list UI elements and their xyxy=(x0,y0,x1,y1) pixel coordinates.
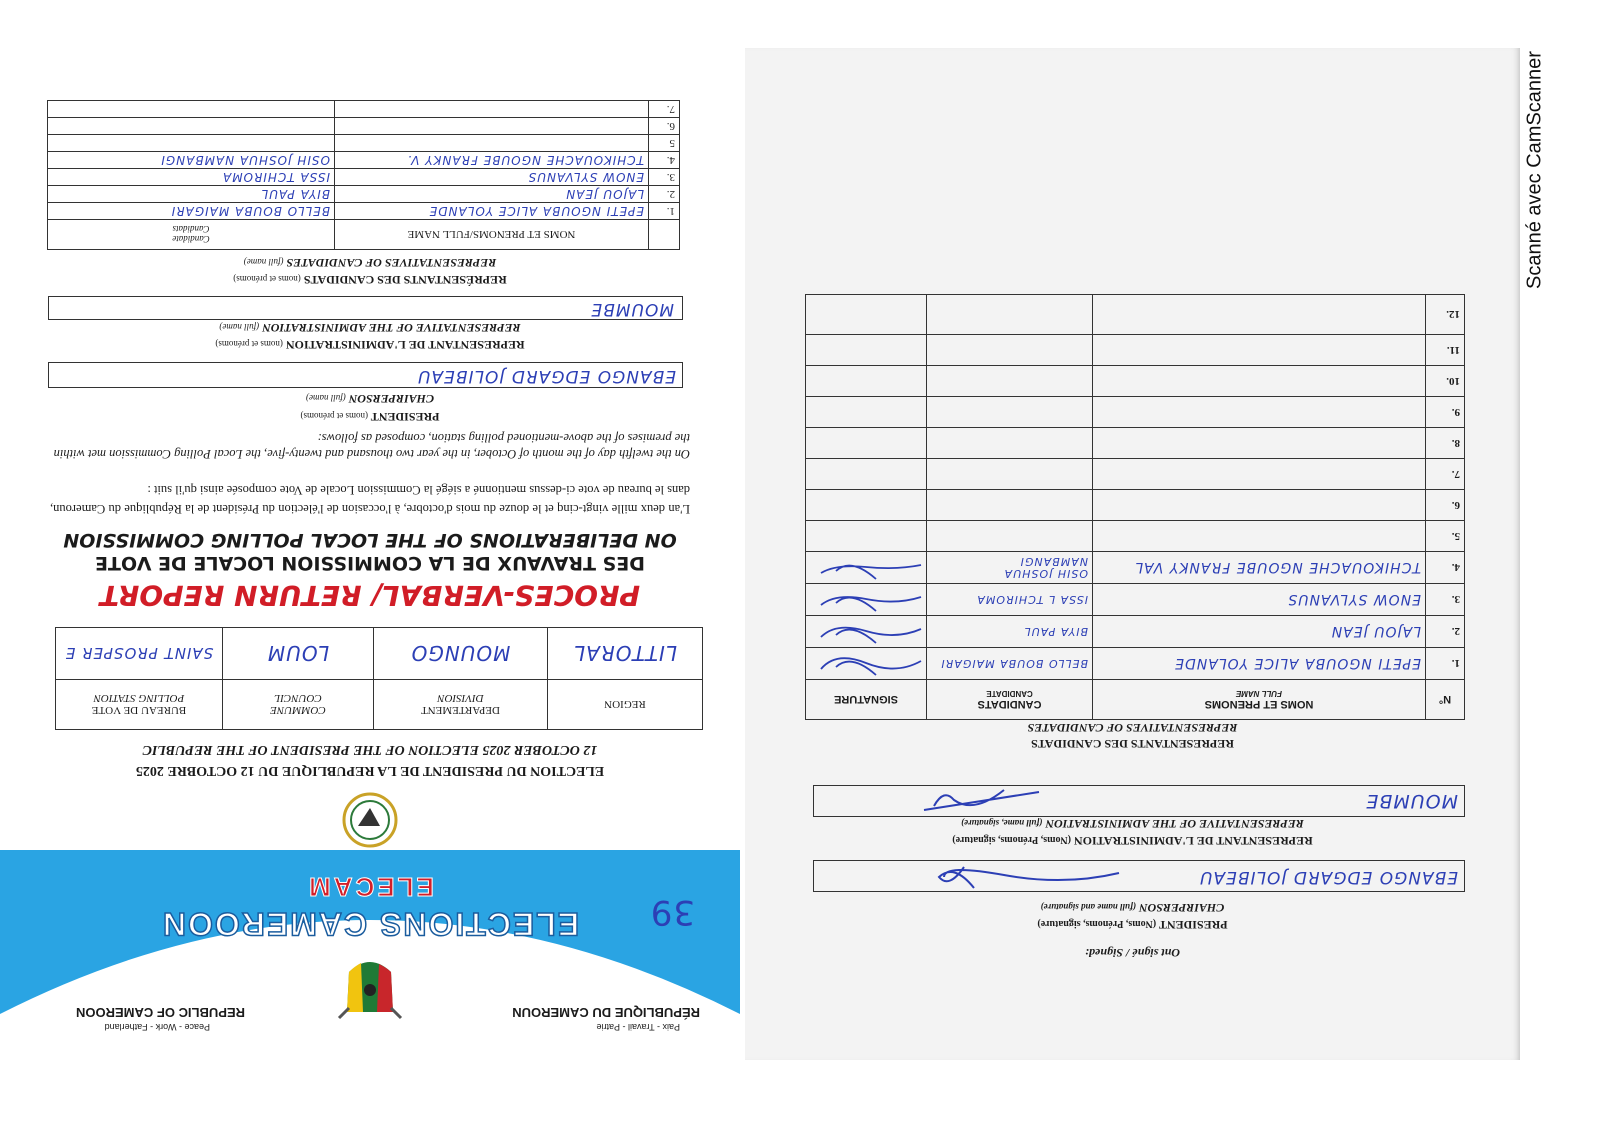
signature-cell xyxy=(806,552,927,584)
signature-icon xyxy=(904,786,1044,816)
signature-cell xyxy=(806,366,927,397)
signature-cell xyxy=(806,397,927,428)
header-full-name xyxy=(1093,680,1426,720)
header-text: DEPARTEMENT xyxy=(421,704,500,717)
row-number: 2. xyxy=(1426,616,1465,648)
header-number: N° xyxy=(1426,680,1465,720)
table-row xyxy=(806,552,1465,584)
election-title-fr: ELECTION DU PRESIDENT DE LA REPUBLIQUE DU 12 OCTOBRE 2025 xyxy=(135,763,605,778)
value-region: LITTORAL xyxy=(548,628,703,680)
president-label: PRESIDENT xyxy=(1159,918,1228,932)
representative-name: EPETI NGOUBA ALICE YOLANDE xyxy=(335,203,649,220)
return-report-cover-page xyxy=(0,90,740,1060)
row-number: 5. xyxy=(1426,521,1465,552)
table-row xyxy=(48,186,680,203)
header-signature: SIGNATURE xyxy=(806,680,927,720)
handwritten-number: 39 xyxy=(649,892,695,932)
president-hint: (Noms, Prénoms, signature) xyxy=(1037,918,1157,929)
representative-name xyxy=(1093,366,1426,397)
president-label: PRESIDENT xyxy=(371,410,440,424)
candidate-name xyxy=(927,295,1093,335)
candidate-name: BIYA PAUL xyxy=(927,616,1093,648)
reps-label-fr: REPRÉSENTANTS DES CANDIDATS xyxy=(303,273,507,287)
row-number: 10. xyxy=(1426,366,1465,397)
candidate-name: OSIH JOSHUA NAMBANGI xyxy=(48,152,335,169)
candidate-name xyxy=(927,490,1093,521)
row-number: 7. xyxy=(649,101,680,118)
admin-name: MOUMBE xyxy=(1365,790,1458,812)
reps-hint-fr: (noms et prénoms) xyxy=(233,274,301,284)
candidate-name: BELLO BOUBA MAIGARI xyxy=(927,648,1093,680)
candidate-name xyxy=(48,101,335,118)
candidate-name xyxy=(927,335,1093,366)
candidate-name xyxy=(927,459,1093,490)
header-commune xyxy=(223,680,374,730)
president-hint: (noms et prénoms) xyxy=(300,411,369,421)
en-country: REPUBLIC OF CAMEROON xyxy=(76,1005,245,1020)
intro-paragraph-en: On the twelfth day of the month of October, in the year two thousand and twenty-five, the Local Polling Commission met within the premises of the above-mentioned polling station, composed as follows: xyxy=(53,431,690,461)
reps-label-en: REPRESENTATIVES OF CANDIDATES xyxy=(1027,721,1238,735)
admin-hint-fr: (noms et prénoms) xyxy=(215,339,283,349)
table-row xyxy=(48,203,680,220)
signature-icon xyxy=(816,587,926,615)
candidate-name: BELLO BOUBA MAIGARI xyxy=(48,203,335,220)
candidate-name xyxy=(927,397,1093,428)
representative-name: TCHIKOUACHE NGOUBE FRANKY V. xyxy=(335,152,649,169)
representative-name xyxy=(335,118,649,135)
signatures-page xyxy=(745,48,1520,1060)
admin-label-en: REPRESENTATIVE OF THE ADMINISTRATION xyxy=(262,321,521,335)
signature-cell xyxy=(806,648,927,680)
candidate-name xyxy=(927,366,1093,397)
header-text: Candidats xyxy=(172,224,210,235)
intro-paragraph-fr: L'an deux mille vingt-cinq et le douze du mois d'octobre, à l'occasion de l'élection du Président de la République du Cameroun, dans le bureau de vote ci-dessus mentionné a siégé la Commission Locale de Vote composée ainsi qu'il suit : xyxy=(50,483,690,516)
table-row xyxy=(806,521,1465,552)
value-commune: LOUM xyxy=(223,628,374,680)
header-text: COUNCIL xyxy=(274,692,322,705)
chairperson-label: CHAIRPERSON xyxy=(348,392,435,406)
signature-icon xyxy=(816,619,926,647)
admin-name-field xyxy=(48,296,683,320)
report-subtitle-en: ON DELIBERATIONS OF THE LOCAL POLLING COMMISSION xyxy=(63,529,677,551)
admin-label-fr: REPRESENTANT DE L'ADMINISTRATION xyxy=(1074,834,1313,848)
reps-hint-en: (full name) xyxy=(243,257,284,267)
header-text: REGION xyxy=(604,698,646,711)
admin-hint-en: (full name, signature) xyxy=(961,818,1043,828)
row-number: 6. xyxy=(649,118,680,135)
signature-cell xyxy=(806,335,927,366)
row-number: 3. xyxy=(649,169,680,186)
value-polling-station: SAINT PROSPER E xyxy=(56,628,223,680)
candidate-name: ISSA TCHIROMA xyxy=(48,169,335,186)
signature-cell xyxy=(806,295,927,335)
row-number: 1. xyxy=(1426,648,1465,680)
signature-icon xyxy=(816,555,926,583)
header-number xyxy=(649,220,680,250)
representative-name: LAJOU JEAN xyxy=(335,186,649,203)
header-text: Candidate xyxy=(172,234,210,245)
header-candidate xyxy=(927,680,1093,720)
header-text: DIVISION xyxy=(437,692,484,705)
report-title: PROCES-VERBAL/ RETURN REPORT xyxy=(99,579,641,612)
elecam-seal-icon xyxy=(342,792,398,848)
signature-cell xyxy=(806,616,927,648)
candidate-name xyxy=(927,521,1093,552)
table-row xyxy=(48,135,680,152)
representative-name xyxy=(1093,335,1426,366)
header-text: NOMS ET PRENOMS xyxy=(1204,698,1314,710)
signature-cell xyxy=(806,490,927,521)
president-name: EBANGO EDGARD JOLIBEAU xyxy=(416,366,676,386)
representative-name: EPETI NGOUBA ALICE YOLANDE xyxy=(1093,648,1426,680)
chairperson-label: CHAIRPERSON xyxy=(1138,901,1225,915)
signature-cell xyxy=(806,428,927,459)
representative-name xyxy=(1093,459,1426,490)
header-text: POLLING STATION xyxy=(93,692,185,705)
table-row xyxy=(806,295,1465,335)
table-row xyxy=(806,648,1465,680)
candidate-name xyxy=(48,135,335,152)
header-text: COMMUNE xyxy=(270,704,326,717)
representative-name: ENOW SYLVANUS xyxy=(335,169,649,186)
admin-label-fr: REPRESENTANT DE L'ADMINISTRATION xyxy=(285,338,525,352)
candidate-name: OSIH JOSHUA NAMBANGI xyxy=(927,552,1093,584)
scanner-watermark xyxy=(1520,30,1550,310)
row-number: 11. xyxy=(1426,335,1465,366)
table-row xyxy=(48,169,680,186)
row-number: 3. xyxy=(1426,584,1465,616)
row-number: 8. xyxy=(1426,428,1465,459)
fr-country: RÉPUBLIQUE DU CAMEROUN xyxy=(512,1005,700,1020)
row-number: 1. xyxy=(649,203,680,220)
signed-label: Ont signé / Signed: xyxy=(1084,946,1180,960)
representative-name xyxy=(1093,295,1426,335)
candidate-name xyxy=(48,118,335,135)
representative-name xyxy=(1093,428,1426,459)
fr-motto: Paix - Travail - Patrie xyxy=(596,1022,680,1032)
table-row xyxy=(48,118,680,135)
signature-cell xyxy=(806,521,927,552)
row-number: 2. xyxy=(649,186,680,203)
header-region xyxy=(548,680,703,730)
table-row xyxy=(48,101,680,118)
signature-icon xyxy=(924,861,1124,891)
representative-name: ENOW SYLVANUS xyxy=(1093,584,1426,616)
header-text: BUREAU DE VOTE xyxy=(91,704,187,717)
banner-title: ELECTIONS CAMEROON xyxy=(160,906,580,942)
table-row xyxy=(48,152,680,169)
table-row xyxy=(806,335,1465,366)
representative-name: TCHIKOUACHE NGOUBE FRANKY VAL xyxy=(1093,552,1426,584)
header-candidate xyxy=(48,220,335,250)
candidate-name: ISSA L TCHIROMA xyxy=(927,584,1093,616)
table-row xyxy=(806,616,1465,648)
candidate-name xyxy=(927,428,1093,459)
chairperson-hint: (full name and signature) xyxy=(1040,902,1136,912)
admin-hint-fr: (Noms, Prénoms, signature) xyxy=(952,834,1071,845)
admin-hint-en: (full name) xyxy=(219,322,260,332)
header-text: CANDIDATS xyxy=(977,698,1042,710)
row-number: 5 xyxy=(649,135,680,152)
row-number: 12. xyxy=(1426,295,1465,335)
row-number: 4. xyxy=(1426,552,1465,584)
representative-name: LAJOU JEAN xyxy=(1093,616,1426,648)
signature-cell xyxy=(806,584,927,616)
coat-of-arms-icon xyxy=(335,948,405,1020)
table-row xyxy=(806,584,1465,616)
table-row xyxy=(806,490,1465,521)
row-number: 7. xyxy=(1426,459,1465,490)
location-table xyxy=(55,627,703,730)
representative-name xyxy=(1093,397,1426,428)
admin-label-en: REPRESENTATIVE OF THE ADMINISTRATION xyxy=(1045,817,1304,831)
table-row xyxy=(806,428,1465,459)
candidate-representatives-table xyxy=(805,294,1465,720)
row-number: 9. xyxy=(1426,397,1465,428)
reps-label-fr: REPRESENTANTS DES CANDIDATS xyxy=(1031,737,1234,751)
header-polling-station xyxy=(56,680,223,730)
table-row xyxy=(806,366,1465,397)
watermark-text: Scanné avec CamScanner xyxy=(1523,51,1546,289)
report-subtitle-fr: DES TRAVAUX DE LA COMMISSION LOCALE DE VOTE xyxy=(94,552,646,574)
en-motto: Peace - Work - Fatherland xyxy=(104,1022,210,1032)
header-department xyxy=(374,680,548,730)
header-full-name: NOMS ET PRENOMS/FULL NAME xyxy=(335,220,649,250)
president-name-field xyxy=(48,362,683,388)
admin-name: MOUMBE xyxy=(590,299,674,319)
election-title-en: 12 OCTOBER 2025 ELECTION OF THE PRESIDENT OF THE REPUBLIC xyxy=(142,742,598,757)
signature-cell xyxy=(806,459,927,490)
representative-name xyxy=(1093,490,1426,521)
representatives-table xyxy=(47,100,680,250)
table-row xyxy=(806,397,1465,428)
admin-signature-field xyxy=(813,785,1465,817)
value-department: MOUNGO xyxy=(374,628,548,680)
president-signature-field xyxy=(813,860,1465,892)
president-name: EBANGO EDGARD JOLIBEAU xyxy=(1198,867,1458,887)
reps-label-en: REPRESENTATIVES OF CANDIDATES xyxy=(286,256,497,270)
banner-acronym: ELECAM xyxy=(306,872,434,902)
representative-name xyxy=(335,135,649,152)
signature-icon xyxy=(816,651,926,679)
table-row xyxy=(806,459,1465,490)
representative-name xyxy=(335,101,649,118)
header-text: FULL NAME xyxy=(1235,689,1283,698)
candidate-name: BIYA PAUL xyxy=(48,186,335,203)
chairperson-hint: (full name) xyxy=(305,393,346,403)
header-text: CANDIDATE xyxy=(986,689,1033,698)
representative-name xyxy=(1093,521,1426,552)
row-number: 4. xyxy=(649,152,680,169)
row-number: 6. xyxy=(1426,490,1465,521)
